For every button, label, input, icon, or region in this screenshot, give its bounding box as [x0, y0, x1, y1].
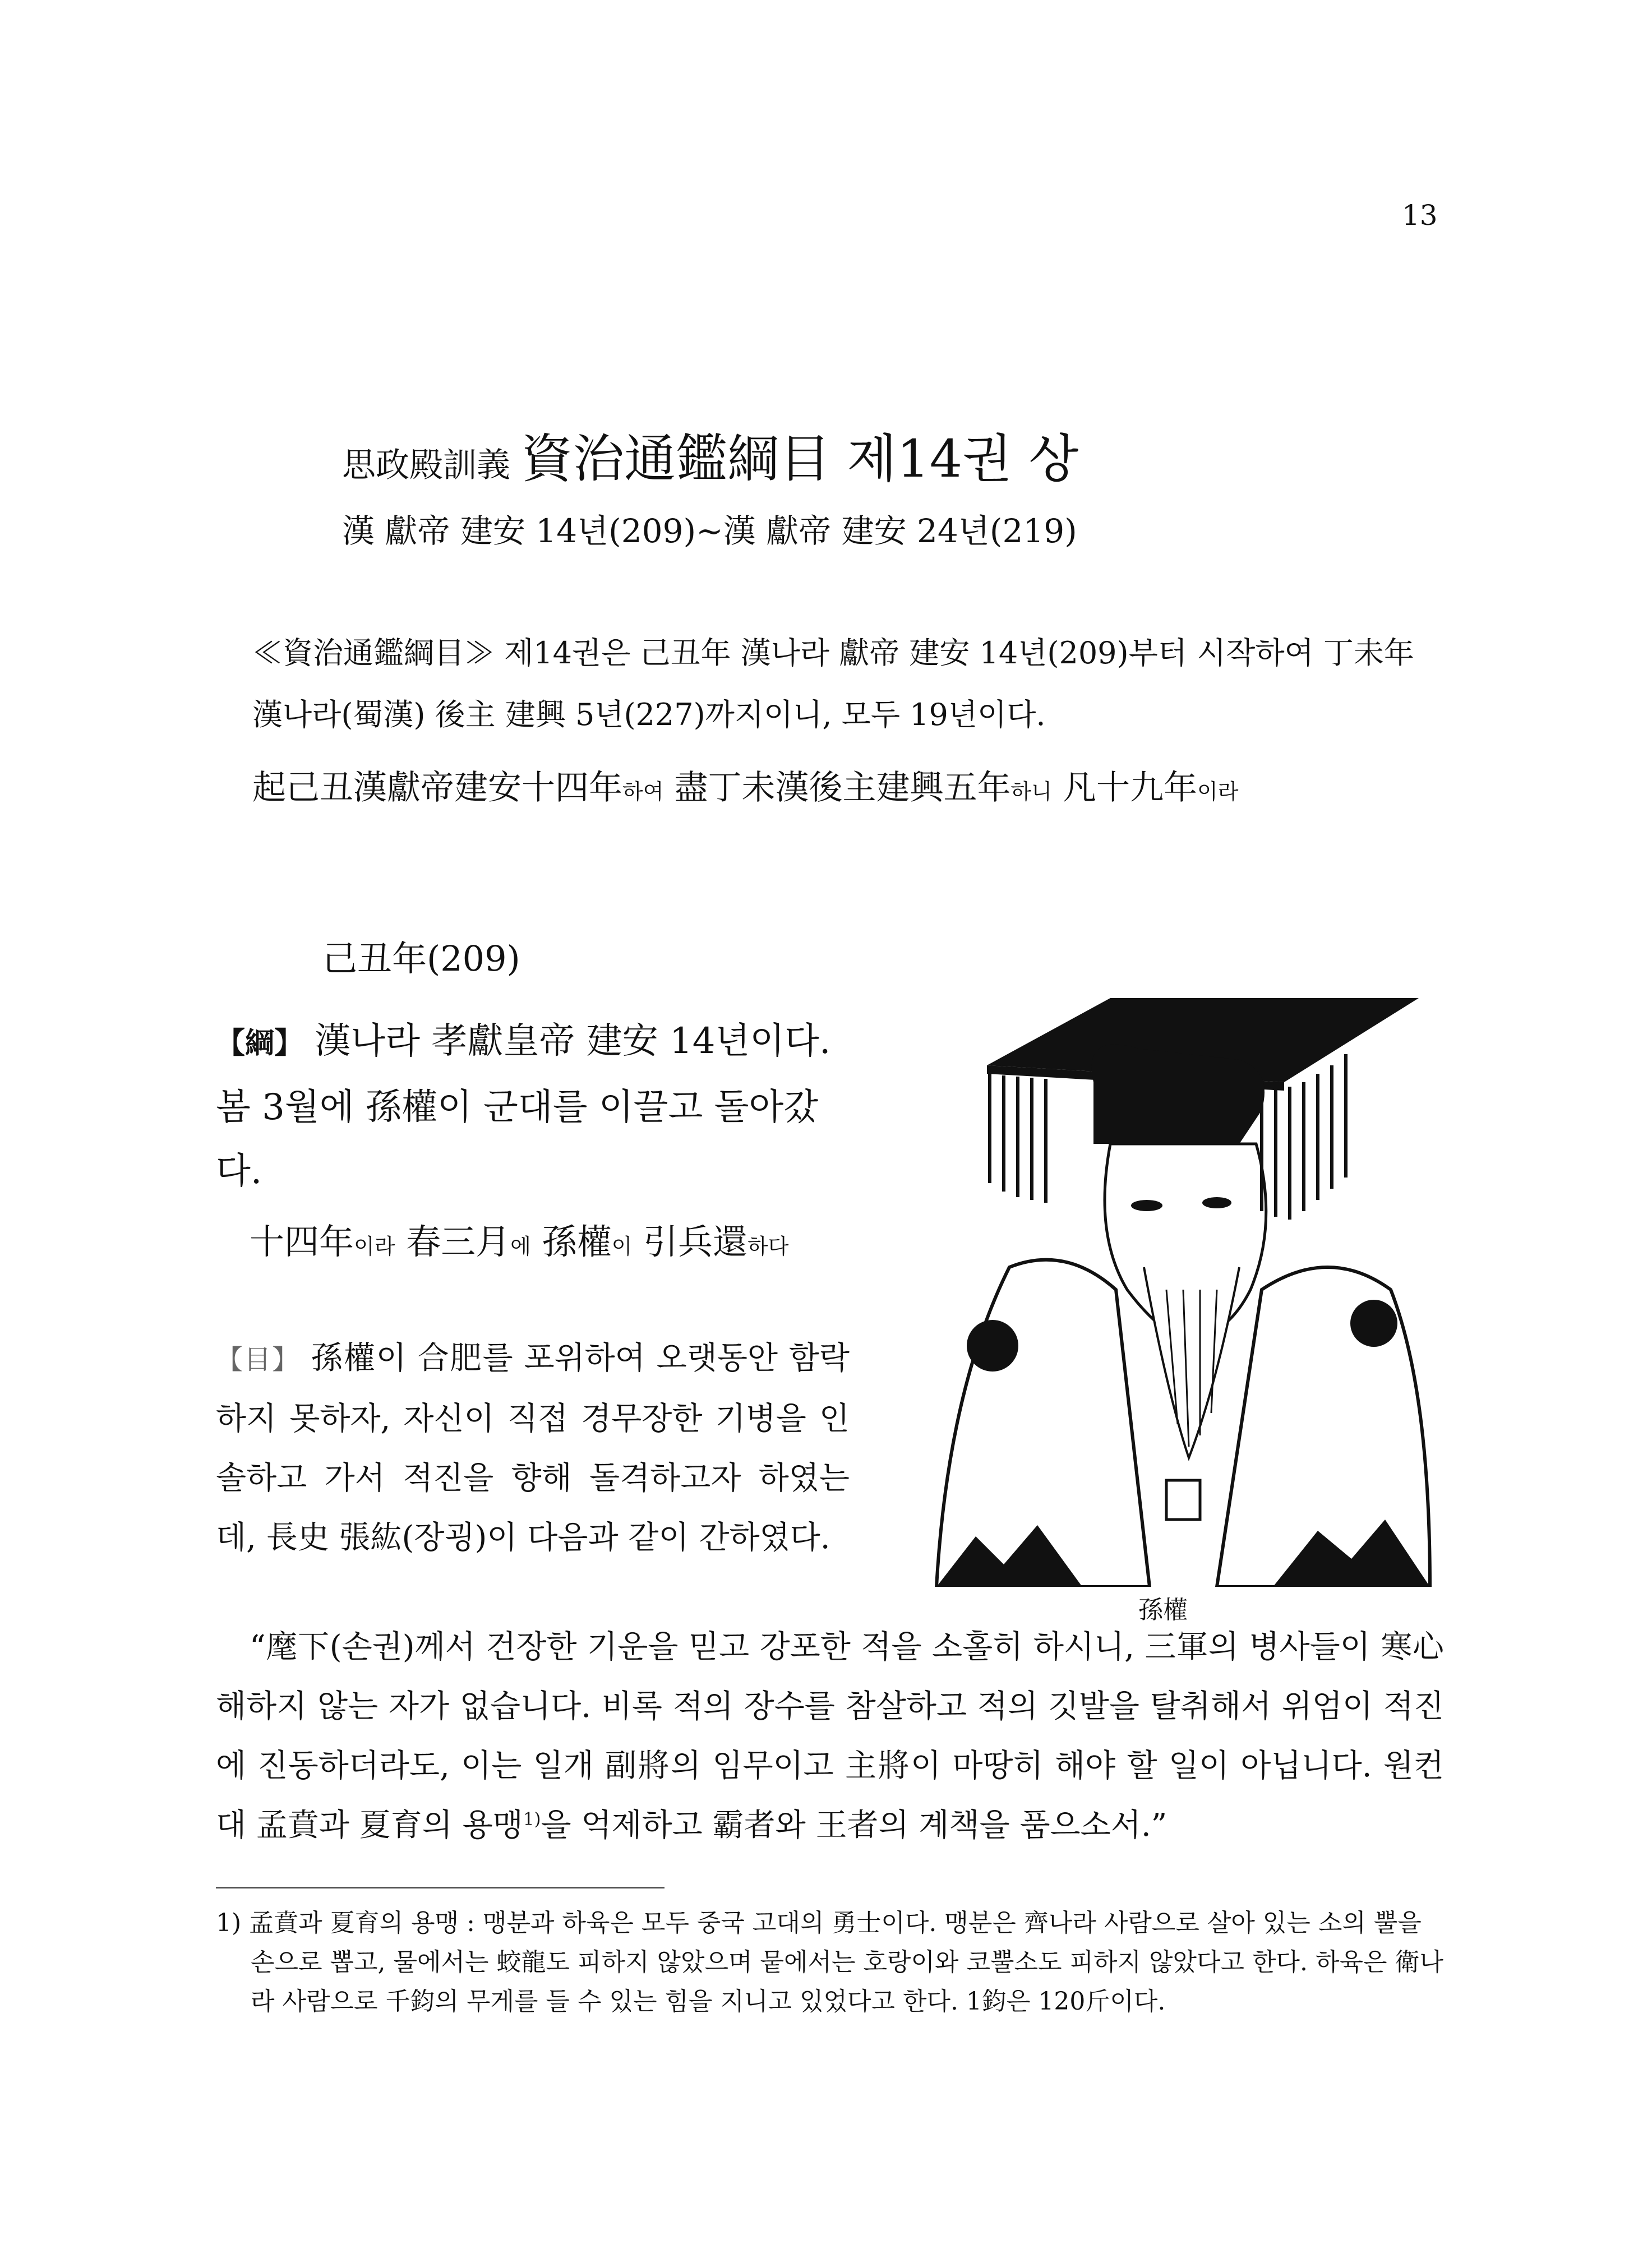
title-prefix: 思政殿訓義: [342, 446, 510, 485]
intro-particle-a: 하여: [622, 779, 664, 804]
mok-text: 孫權이 合肥를 포위하여 오랫동안 함락하지 못하자, 자신이 직접 경무장한 기병을 인솔하고 가서 적진을 향해 돌격하고자 하였는데, 長史 張紘(장굉)이 다음과 같이 간하였다.: [216, 1340, 850, 1556]
gang-particle-3: 이: [611, 1234, 633, 1259]
footnote-marker: 1): [216, 1909, 250, 1937]
gang-hanja-3: 孫權: [530, 1221, 612, 1262]
gang-text: 漢나라 孝獻皇帝 建安 14년이다. 봄 3월에 孫權이 군대를 이끌고 돌아갔다.: [216, 1021, 831, 1192]
gang-particle-2: 에: [510, 1234, 531, 1259]
footnote-body: [216, 1904, 1444, 2021]
gang-bracket: 【綱】: [216, 1026, 304, 1060]
footnote: [216, 1904, 1444, 2021]
mok-bracket: 【目】: [216, 1344, 300, 1375]
gang-particle-4: 하다: [747, 1234, 789, 1259]
intro-paragraph: ≪資治通鑑綱目≫ 제14권은 己丑年 漢나라 獻帝 建安 14년(209)부터 시작하여 丁未年 漢나라(蜀漢) 後主 建興 5년(227)까지이니, 모두 19년이다.: [252, 635, 1414, 732]
footnote-text: 孟賁과 夏育의 용맹 : 맹분과 하육은 모두 중국 고대의 勇士이다. 맹분은 齊나라 사람으로 살아 있는 소의 뿔을 손으로 뽑고, 물에서는 蛟龍도 피하지 않았으며 뭍에서는 호랑이와 코뿔소도 피하지 않았다고 한다. 하육은 衛나라 사람으로 千鈞의 무게를 들 수 있는 힘을 지니고 있었다고 한다. 1鈞은 120斤이다.: [249, 1909, 1443, 2016]
year-heading: 己丑年(209): [322, 938, 520, 979]
intro-hanja-a: 起己丑漢獻帝建安十四年: [252, 768, 622, 807]
quote-text-end: 을 억제하고 霸者와 王者의 계책을 품으소서.”: [541, 1807, 1168, 1844]
footnote-reference[interactable]: 1): [523, 1809, 541, 1830]
quote-text: “麾下(손권)께서 건장한 기운을 믿고 강포한 적을 소홀히 하시니, 三軍의 병사들이 寒心해하지 않는 자가 없습니다. 비록 적의 장수를 참살하고 적의 깃발을 탈취해서 위엄이 적진에 진동하더라도, 이는 일개 副將의 임무이고 主將이 마땅히 해야 할 일이 아닙니다. 원컨대 孟賁과 夏育의 용맹: [216, 1629, 1444, 1844]
portrait-illustration: [925, 998, 1441, 1587]
footnote-divider: [216, 1887, 665, 1888]
intro-hanja-b: 盡丁未漢後主建興五年: [663, 768, 1011, 807]
gang-hanja-2: 春三月: [395, 1221, 511, 1262]
intro-hanja-c: 凡十九年: [1051, 768, 1197, 807]
title-main: 資治通鑑綱目 제14권 상: [521, 429, 1079, 489]
gang-hanja-line: [250, 1214, 866, 1275]
gang-paragraph: [216, 1009, 855, 1203]
subtitle: 漢 獻帝 建安 14년(209)~漢 獻帝 建安 24년(219): [342, 512, 1077, 550]
portrait-caption: 孫權: [1138, 1596, 1188, 1624]
mok-paragraph: [216, 1329, 850, 1568]
quote-paragraph: [216, 1618, 1444, 1855]
page-title: [342, 418, 1078, 492]
intro-particle-c: 이라: [1197, 779, 1239, 804]
gang-particle-1: 이라: [354, 1234, 395, 1259]
sun-quan-portrait-image: [925, 998, 1441, 1587]
gang-hanja-4: 引兵還: [632, 1221, 748, 1262]
intro-hanja-line: [252, 760, 1486, 820]
page-number: 13: [1402, 199, 1438, 232]
intro-particle-b: 하니: [1010, 779, 1052, 804]
gang-hanja-1: 十四年: [250, 1221, 354, 1262]
